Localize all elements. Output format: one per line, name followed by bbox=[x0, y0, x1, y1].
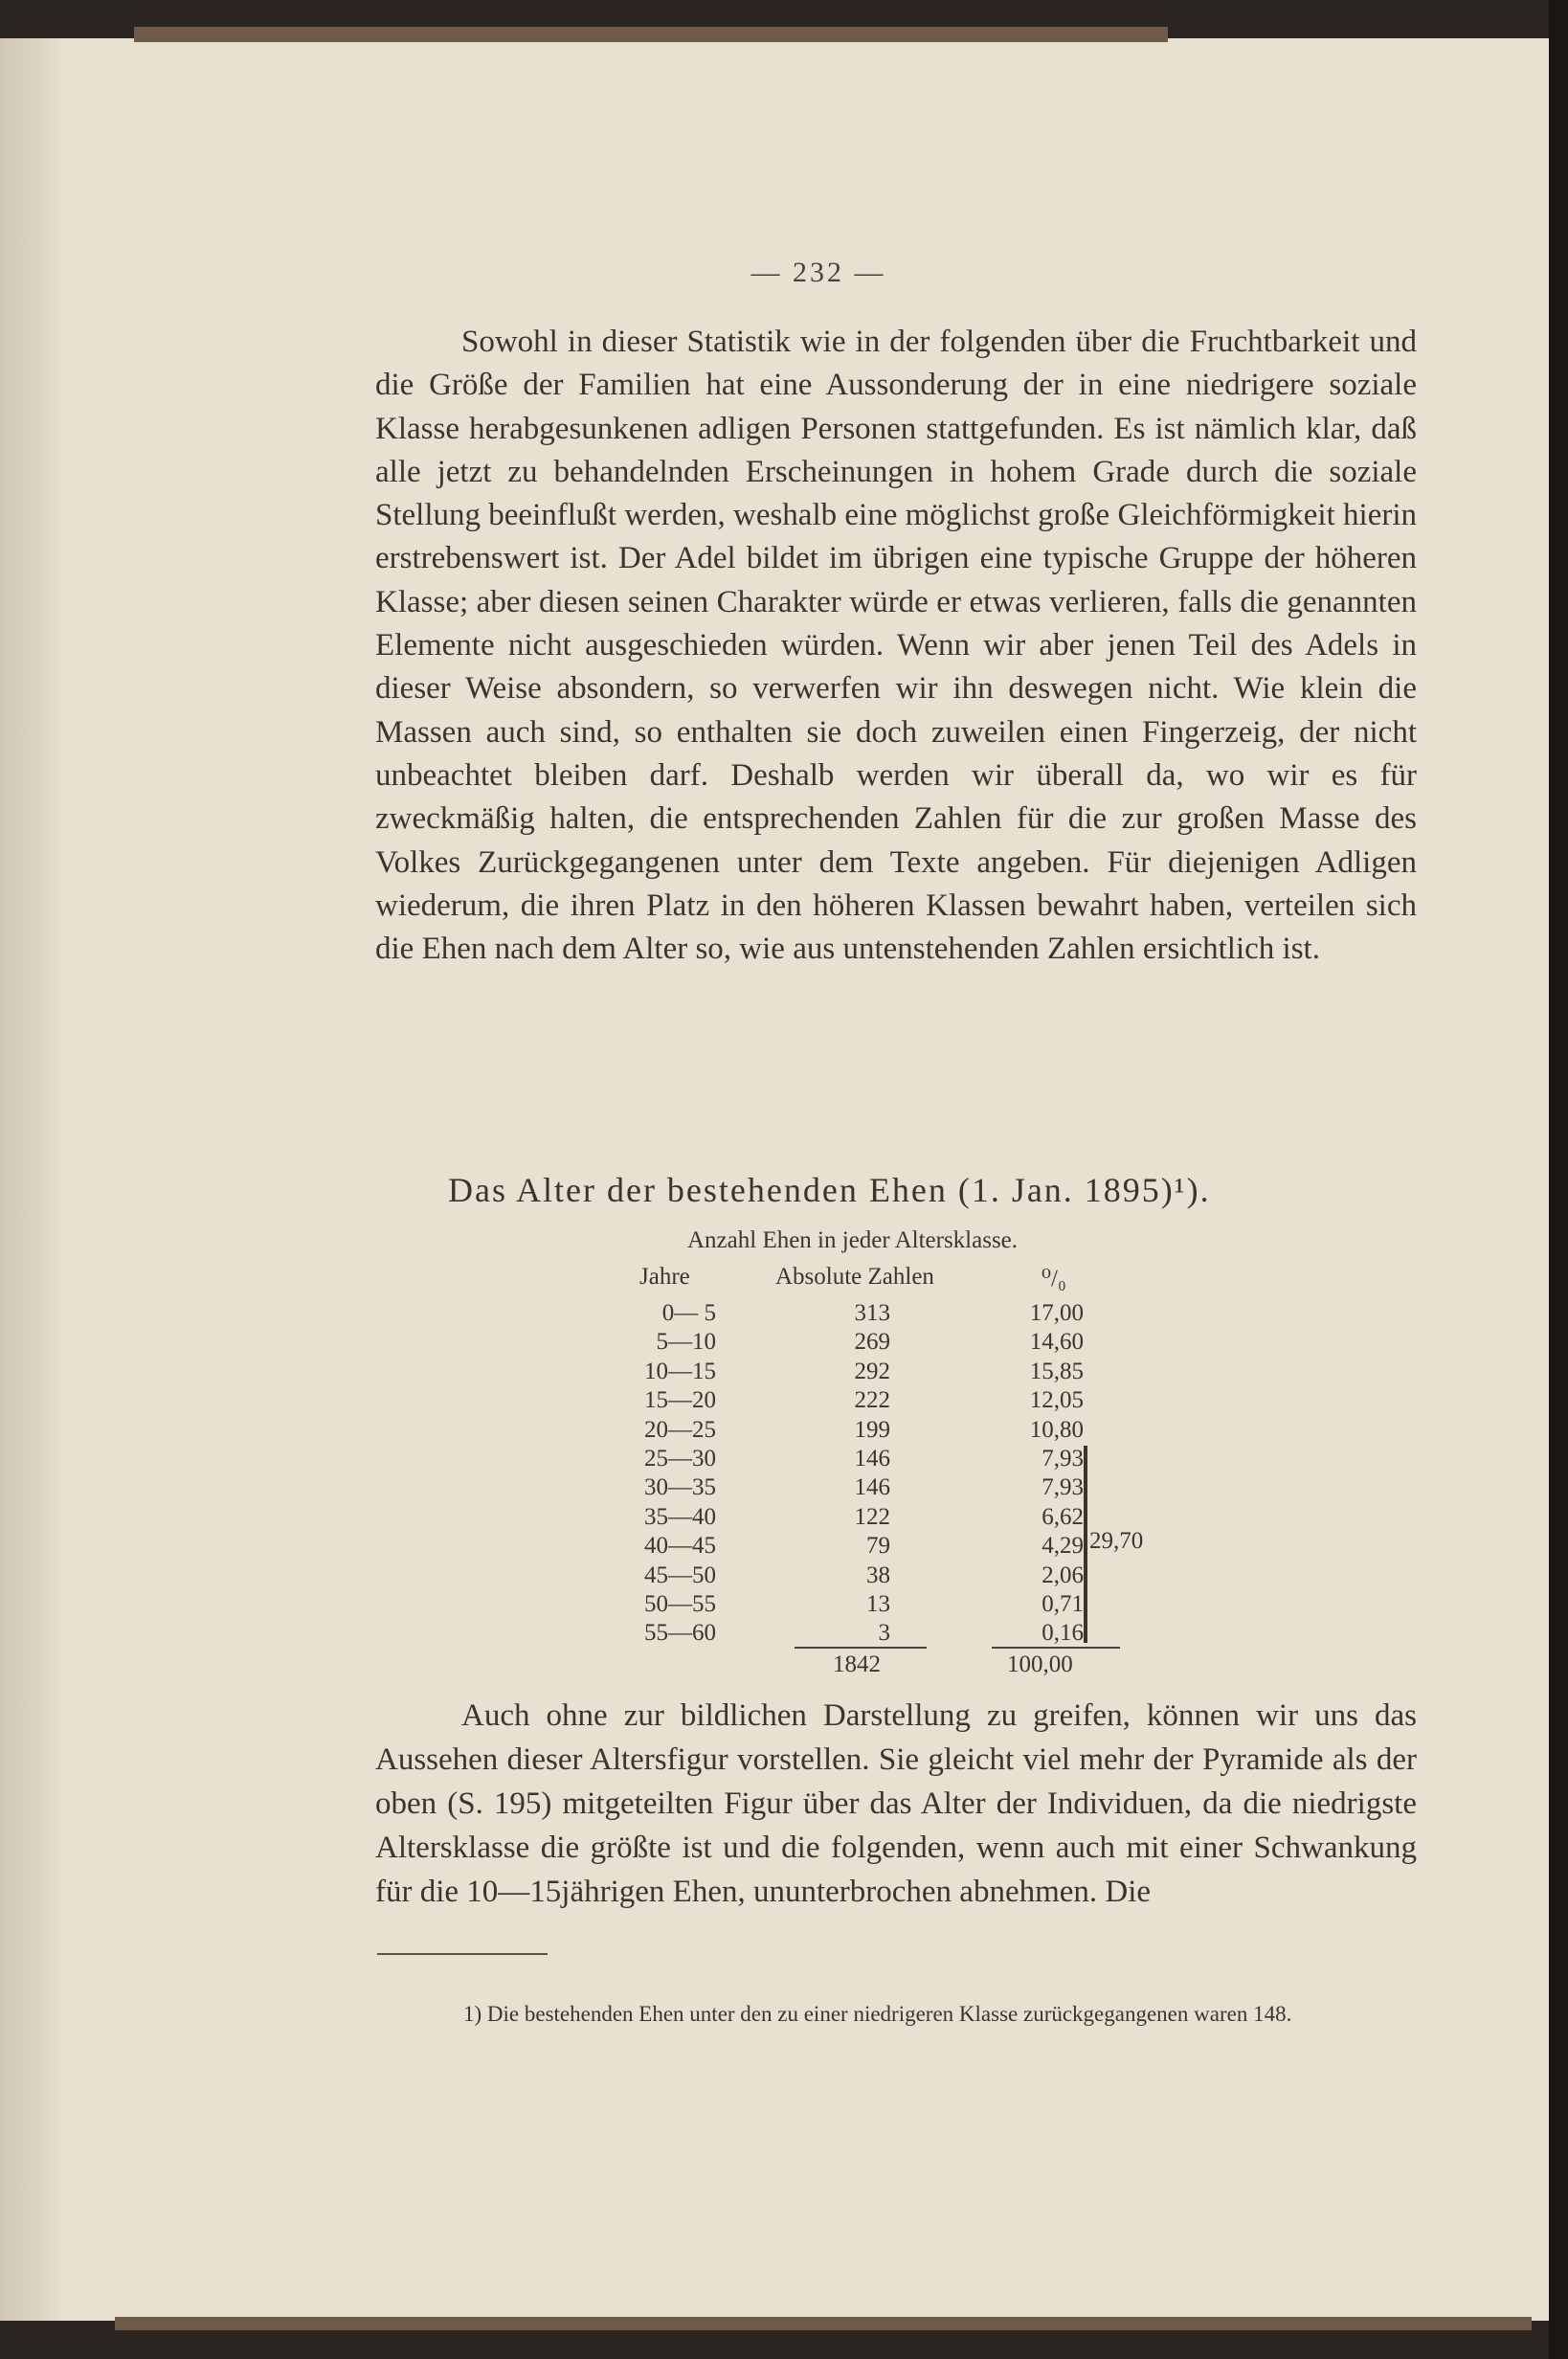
footnote-rule bbox=[377, 1953, 548, 1955]
paragraph-1: Sowohl in dieser Statistik wie in der folgenden über die Fruchtbarkeit und die Größe der Familien hat eine Aussonderung der in eine niedrigere soziale Klasse herabgesunkenen adligen Personen stattgefunden. Es ist nämlich klar, daß alle jetzt zu behandelnden Erscheinungen in hohem Grade durch die soziale Stellung beeinflußt werden, weshalb eine möglichst große Gleichförmigkeit hierin erstrebenswert ist. Der Adel bildet im übrigen eine typische Gruppe der höheren Klasse; aber diesen seinen Charakter würde er etwas verlieren, falls die genannten Elemente nicht ausgeschieden würden. Wenn wir aber jenen Teil des Adels in dieser Weise absondern, so verwerfen wir ihn deswegen nicht. Wie klein die Massen auch sind, so enthalten sie doch zuweilen einen Fingerzeig, der nicht unbeachtet bleiben darf. Deshalb werden wir überall da, wo wir es für zweckmäßig halten, die entsprechenden Zahlen für die zur großen Masse des Volkes Zurückgegangenen unter dem Texte angeben. Für diejenigen Adligen wiederum, die ihren Platz in den höheren Klassen bewahrt haben, verteilen sich die Ehen nach dem Alter so, wie aus untenstehenden Zahlen ersichtlich ist. bbox=[375, 325, 1417, 967]
main-paragraph bbox=[375, 321, 1417, 971]
top-binding-strip bbox=[134, 27, 1168, 42]
row-5-percent: 7,93 bbox=[1042, 1446, 1084, 1472]
table-title: Anzahl Ehen in jeder Altersklasse. bbox=[687, 1227, 1019, 1253]
row-7-years: 35—40 bbox=[644, 1503, 716, 1530]
row-10-percent: 0,71 bbox=[1042, 1591, 1084, 1617]
table-caption: Das Alter der bestehenden Ehen (1. Jan. 1895)¹). bbox=[448, 1171, 1211, 1209]
row-0-years: 0— 5 bbox=[661, 1300, 716, 1326]
row-3-absolute: 222 bbox=[854, 1387, 890, 1414]
bottom-binding-strip bbox=[115, 2317, 1532, 2330]
page-gutter bbox=[0, 38, 67, 2321]
row-6-years: 30—35 bbox=[644, 1474, 716, 1501]
page-number: — 232 — bbox=[750, 257, 886, 288]
row-4-years: 20—25 bbox=[644, 1416, 716, 1443]
row-2-years: 10—15 bbox=[644, 1358, 716, 1384]
row-0-percent: 17,00 bbox=[1029, 1300, 1084, 1326]
row-8-percent: 4,29 bbox=[1042, 1533, 1084, 1560]
bracket-line bbox=[1084, 1446, 1087, 1643]
column-header-jahre: Jahre bbox=[639, 1264, 690, 1290]
row-1-years: 5—10 bbox=[656, 1329, 716, 1356]
row-9-years: 45—50 bbox=[644, 1561, 716, 1588]
row-5-years: 25—30 bbox=[644, 1446, 716, 1472]
sum-rule-absolute bbox=[795, 1647, 927, 1649]
row-4-percent: 10,80 bbox=[1029, 1416, 1084, 1443]
row-4-absolute: 199 bbox=[854, 1416, 890, 1443]
row-2-absolute: 292 bbox=[854, 1358, 890, 1384]
row-3-years: 15—20 bbox=[644, 1387, 716, 1414]
row-10-years: 50—55 bbox=[644, 1591, 716, 1617]
column-header-percent: ⁰/₀ bbox=[1042, 1266, 1066, 1292]
footnote bbox=[381, 1995, 1417, 2033]
row-5-absolute: 146 bbox=[854, 1446, 890, 1472]
paragraph-2: Auch ohne zur bildlichen Darstellung zu greifen, können wir uns das Aussehen dieser Altersfigur vorstellen. Sie gleicht viel mehr der Pyramide als der oben (S. 195) mitgeteilten Figur über das Alter der Individuen, da die niedrigste Altersklasse die größte ist und die folgenden, wenn auch mit einer Schwankung für die 10—15jährigen Ehen, ununterbrochen abnehmen. Die bbox=[375, 1698, 1417, 1909]
row-7-percent: 6,62 bbox=[1042, 1503, 1084, 1530]
sum-rule-percent bbox=[992, 1647, 1120, 1649]
total-percent: 100,00 bbox=[1007, 1651, 1073, 1677]
row-9-percent: 2,06 bbox=[1042, 1561, 1084, 1588]
total-absolute: 1842 bbox=[833, 1651, 881, 1677]
footnote-text: 1) Die bestehenden Ehen unter den zu einer niedrigeren Klasse zurückgegangenen waren 148. bbox=[463, 2002, 1292, 2026]
row-8-absolute: 79 bbox=[866, 1533, 890, 1560]
row-2-percent: 15,85 bbox=[1029, 1358, 1084, 1384]
row-11-years: 55—60 bbox=[644, 1620, 716, 1647]
row-6-absolute: 146 bbox=[854, 1474, 890, 1501]
row-1-absolute: 269 bbox=[854, 1329, 890, 1356]
second-paragraph bbox=[375, 1694, 1417, 1914]
column-header-absolute: Absolute Zahlen bbox=[775, 1264, 934, 1290]
row-8-years: 40—45 bbox=[644, 1533, 716, 1560]
row-1-percent: 14,60 bbox=[1029, 1329, 1084, 1356]
row-10-absolute: 13 bbox=[866, 1591, 890, 1617]
row-9-absolute: 38 bbox=[866, 1561, 890, 1588]
book-spine-edge bbox=[1549, 0, 1568, 2359]
bracket-sum: 29,70 bbox=[1089, 1528, 1144, 1554]
row-7-absolute: 122 bbox=[854, 1503, 890, 1530]
row-11-absolute: 3 bbox=[878, 1620, 890, 1647]
row-3-percent: 12,05 bbox=[1029, 1387, 1084, 1414]
row-11-percent: 0,16 bbox=[1042, 1620, 1084, 1647]
row-0-absolute: 313 bbox=[854, 1300, 890, 1326]
row-6-percent: 7,93 bbox=[1042, 1474, 1084, 1501]
